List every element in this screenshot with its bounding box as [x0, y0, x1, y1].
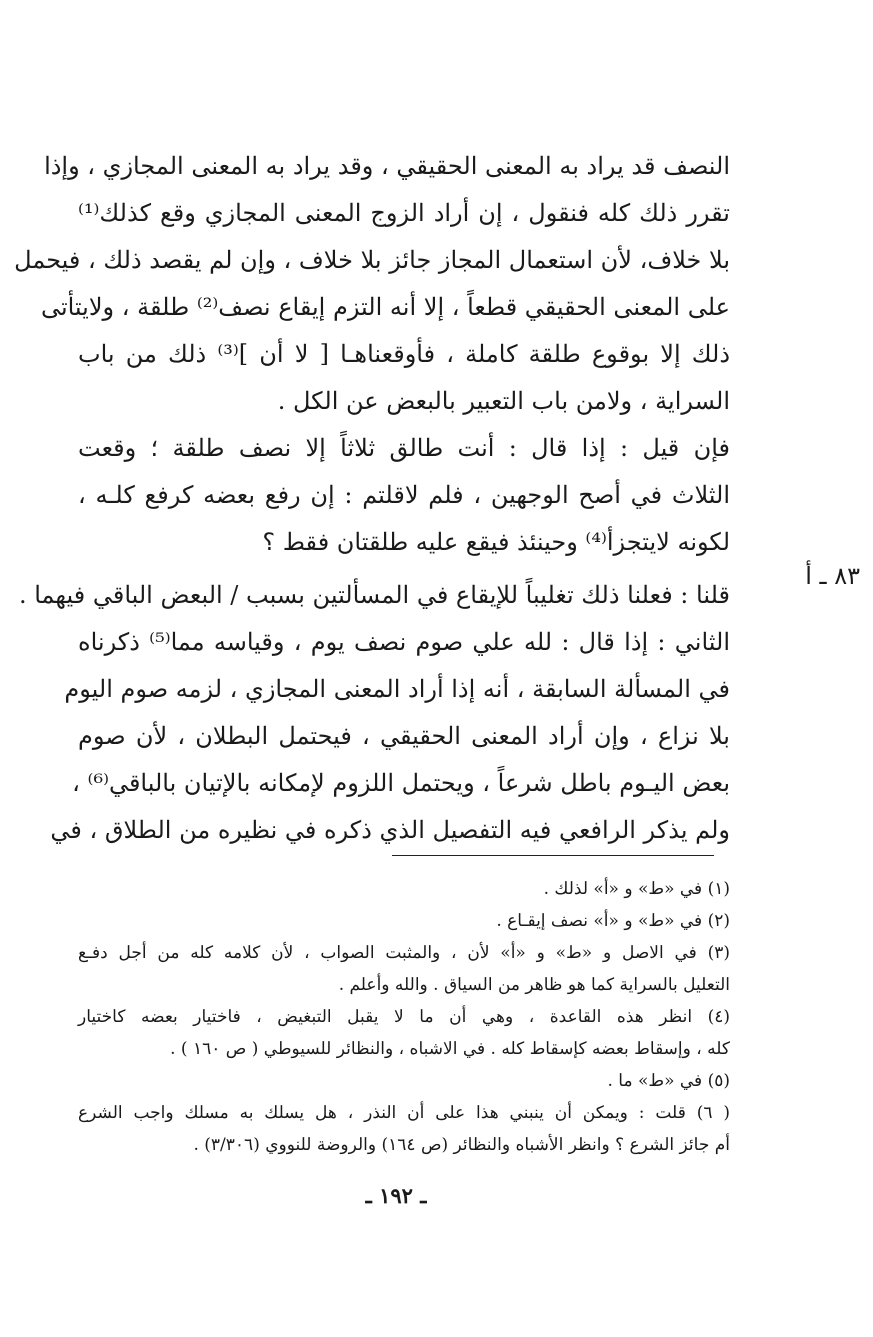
main-text: [14, 143, 731, 854]
text-line: فإن قيل : إذا قال : أنت طالق ثلاثاً إلا نصف طلقة ؛ وقعت: [78, 434, 730, 462]
text-line: على المعنى الحقيقي قطعاً ، إلا أنه التزم إيقاع نصف⁽²⁾ طلقة ، ولايتأتى: [40, 293, 730, 321]
footnote-line: (٢) في «ط» و «أ» نصف إيقـاع .: [496, 911, 730, 931]
footnote-line: (٣) في الاصل و «ط» و «أ» لأن ، والمثبت الصواب ، لأن كلامه كله من أجل دفـع: [78, 943, 730, 963]
footnote-line: ( ٦) قلت : ويمكن أن ينبني هذا على أن النذر ، هل يسلك به مسلك واجب الشرع: [78, 1103, 730, 1123]
text-line: في المسألة السابقة ، أنه إذا أراد المعنى المجازي ، لزمه صوم اليوم: [64, 675, 730, 703]
text-line: الثلاث في أصح الوجهين ، فلم لاقلتم : إن رفع بعضه كرفع كلـه ،: [78, 481, 730, 509]
text-line: قلنا : فعلنا ذلك تغليباً للإيقاع في المسألتين بسبب / البعض الباقي فيهما .: [18, 581, 730, 609]
text-line: النصف قد يراد به المعنى الحقيقي ، وقد يراد به المعنى المجازي ، وإذا: [44, 152, 730, 180]
footnote-line: (٤) انظر هذه القاعدة ، وهي أن ما لا يقبل التبغيض ، فاختيار بعضه كاختيار: [78, 1007, 730, 1027]
text-line: السراية ، ولامن باب التعبير بالبعض عن الكل .: [277, 387, 730, 415]
text-line: الثاني : إذا قال : لله علي صوم نصف يوم ، وقياسه مما⁽⁵⁾ ذكرناه: [78, 628, 730, 656]
text-line: لكونه لايتجزأ⁽⁴⁾ وحينئذ فيقع عليه طلقتان فقط ؟: [262, 528, 730, 556]
text-line: ولم يذكر الرافعي فيه التفصيل الذي ذكره في نظيره من الطلاق ، في: [50, 816, 730, 844]
manuscript-folio-marker: ٨٣ ـ أ: [805, 562, 860, 590]
text-line: بعض اليـوم باطل شرعاً ، ويحتمل اللزوم لإمكانه بالإتيان بالباقي⁽⁶⁾ ،: [72, 769, 730, 797]
text-line: بلا خلاف، لأن استعمال المجاز جائز بلا خلاف ، وإن لم يقصد ذلك ، فيحمل: [14, 246, 730, 274]
footnote-separator: [392, 855, 714, 856]
footnote-line: (٥) في «ط» ما .: [607, 1071, 730, 1091]
text-line: ذلك إلا بوقوع طلقة كاملة ، فأوقعناهـا [ لا أن ]⁽³⁾ ذلك من باب: [78, 340, 731, 368]
footnote-line: التعليل بالسراية كما هو ظاهر من السياق . والله وأعلم .: [338, 975, 730, 995]
text-line: بلا نزاع ، وإن أراد المعنى الحقيقي ، فيحتمل البطلان ، لأن صوم: [78, 722, 730, 750]
footnote-line: كله ، وإسقاط بعضه كإسقاط كله . في الاشباه ، والنظائر للسيوطي ( ص ١٦٠ ) .: [170, 1039, 730, 1059]
footnotes: [78, 873, 730, 1161]
footnote-line: (١) في «ط» و «أ» لذلك .: [543, 879, 730, 899]
footnote-line: أم جائز الشرع ؟ وانظر الأشباه والنظائر (ص ١٦٤) والروضة للنووي (٣/٣٠٦) .: [193, 1135, 730, 1155]
text-line: تقرر ذلك كله فنقول ، إن أراد الزوج المعنى المجازي وقع كذلك⁽¹⁾: [78, 199, 730, 227]
page-number: ـ ١٩٢ ـ: [365, 1183, 427, 1208]
